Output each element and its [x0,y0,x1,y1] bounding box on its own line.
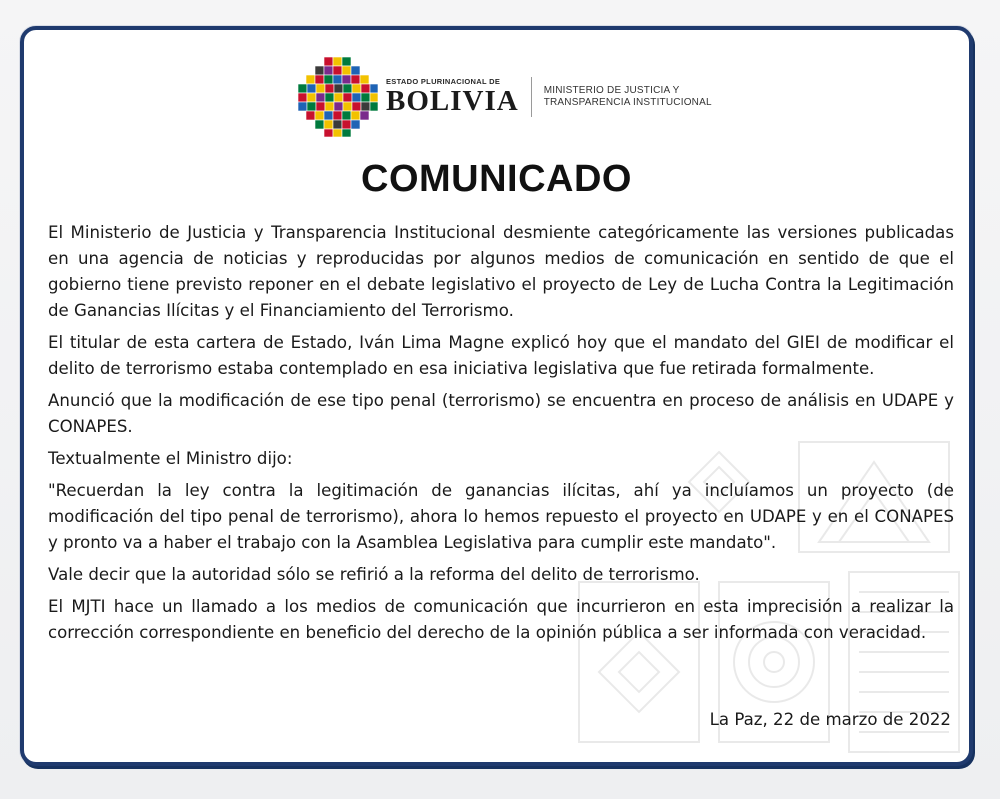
paragraph-4: Textualmente el Ministro dijo: [48,449,293,468]
paragraph-3: Anunció que la modificación de ese tipo penal (terrorismo) se encuentra en proceso de análisis en UDAPE y CONAPES. [48,391,954,436]
document-date: La Paz, 22 de marzo de 2022 [709,710,951,729]
header-divider [531,77,532,117]
paragraph-6: Vale decir que la autoridad sólo se refirió a la reforma del delito de terrorismo. [48,565,700,584]
header [296,52,712,142]
chakana-logo-icon [296,55,380,139]
paragraph-5: "Recuerdan la ley contra la legitimación de ganancias ilícitas, ahí ya incluíamos un proyecto (de modificación del tipo penal de terrorismo), ahora lo hemos repuesto el proyecto en UDAPE y en el CONAPES y pronto va a haber el trabajo con la Asamblea Legislativa para cumplir este mandato". [48,481,954,552]
page-title: COMUNICADO [361,158,632,200]
ministry-line-1: MINISTERIO DE JUSTICIA Y [543,85,680,96]
ministry-name [544,85,712,109]
communique-card [20,26,973,766]
communique-body [48,220,954,652]
paragraph-7: El MJTI hace un llamado a los medios de comunicación que incurrieron en esta imprecisión a realizar la corrección correspondiente en beneficio del derecho de la opinión pública a ser informada con veracidad. [48,597,954,642]
brand-wordmark [386,78,519,116]
paragraph-2: El titular de esta cartera de Estado, Iván Lima Magne explicó hoy que el mandato del GIEI de modificar el delito de terrorismo estaba contemplado en esa iniciativa legislativa que fue retirada formalmente. [48,333,954,378]
brand-name: BOLIVIA [386,84,519,117]
paragraph-1: El Ministerio de Justicia y Transparencia Institucional desmiente categóricamente las versiones publicadas en una agencia de noticias y reproducidas por algunos medios de comunicación en sentido de que el gobierno tiene previsto reponer en el debate legislativo el proyecto de Ley de Lucha Contra la Legitimación de Ganancias Ilícitas y el Financiamiento del Terrorismo. [48,223,954,320]
ministry-line-2: TRANSPARENCIA INSTITUCIONAL [543,97,712,108]
brand-subtitle: ESTADO PLURINACIONAL DE [386,77,501,87]
